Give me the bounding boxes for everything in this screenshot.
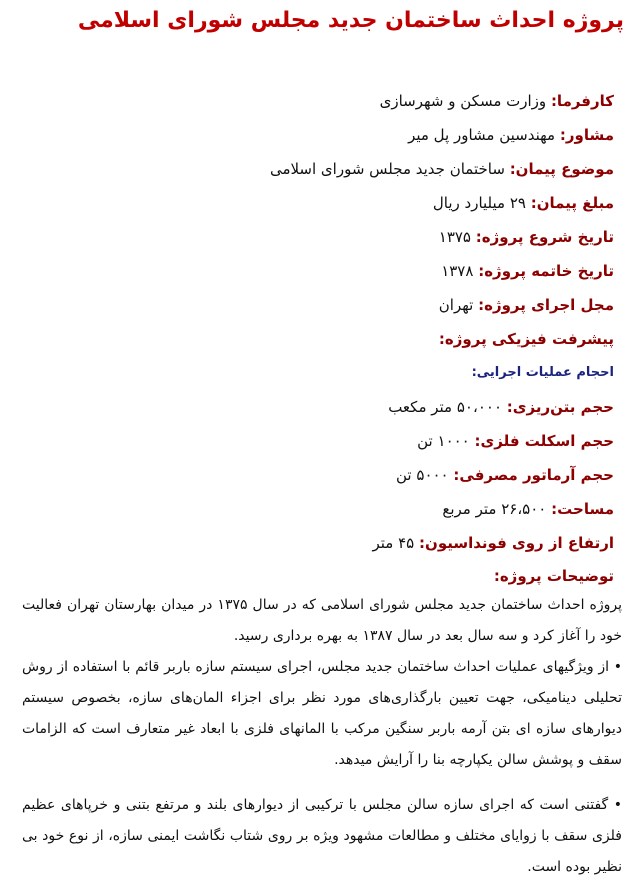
field-end-date bbox=[14, 254, 614, 288]
volume-height bbox=[14, 526, 614, 560]
field-label: مشاور: bbox=[559, 126, 614, 144]
field-value: وزارت مسکن و شهرسازی bbox=[379, 92, 547, 110]
field-label: مبلغ پیمان: bbox=[530, 194, 614, 212]
volume-area bbox=[14, 492, 614, 526]
volume-steel-frame bbox=[14, 424, 614, 458]
description-paragraph: • از ویژگیهای عملیات احداث ساختمان جدید مجلس، اجرای سیستم سازه باربر قائم با استفاده از روش تحلیلی دینامیکی، جهت تعیین بارگذاری‌های مورد نظر برای اجزاء المان‌های سازه، بخصوص سیستم دیوارهای سازه ای بتن آرمه باربر سنگین مرکب با المانهای فلزی با ابعاد غیر متعارف است که الزامات سقف و پوشش سالن یکپارچه بنا را آرایش میدهد. bbox=[22, 659, 622, 768]
volume-rebar bbox=[14, 458, 614, 492]
volume-value: ۵۰،۰۰۰ متر مکعب bbox=[388, 398, 502, 416]
field-location bbox=[14, 288, 614, 322]
volume-label: حجم اسکلت فلزی: bbox=[474, 432, 614, 450]
volume-label: ارتفاع از روی فونداسیون: bbox=[419, 534, 614, 552]
field-value: ساختمان جدید مجلس شورای اسلامی bbox=[269, 160, 505, 178]
field-label: تاریخ شروع پروژه: bbox=[475, 228, 614, 246]
field-consultant bbox=[14, 118, 614, 152]
field-label: پیشرفت فیزیکی پروژه: bbox=[438, 330, 614, 348]
field-label: تاریخ خاتمه پروژه: bbox=[478, 262, 614, 280]
field-value: ۱۳۷۸ bbox=[441, 262, 474, 280]
description-paragraph: پروژه احداث ساختمان جدید مجلس شورای اسلامی که در سال ۱۳۷۵ در میدان بهارستان تهران فعالیت خود را آغاز کرد و سه سال بعد در سال ۱۳۸۷ به بهره برداری رسید. bbox=[22, 597, 622, 644]
document-title: پروژه احداث ساختمان جدید مجلس شورای اسلامی bbox=[77, 8, 624, 33]
project-fields bbox=[14, 84, 614, 592]
field-value: ۱۳۷۵ bbox=[438, 228, 471, 246]
field-label: موضوع پیمان: bbox=[509, 160, 614, 178]
field-employer bbox=[14, 84, 614, 118]
field-value: ۲۹ میلیارد ریال bbox=[432, 194, 526, 212]
field-contract-amount bbox=[14, 186, 614, 220]
field-physical-progress bbox=[14, 322, 614, 356]
volume-value: ۵۰۰۰ تن bbox=[396, 466, 449, 484]
volumes-heading: احجام عملیات اجرایی: bbox=[471, 365, 614, 380]
volume-concrete bbox=[14, 390, 614, 424]
volume-value: ۲۶،۵۰۰ متر مربع bbox=[442, 500, 547, 518]
field-value: مهندسین مشاور پل میر bbox=[408, 126, 556, 144]
volume-value: ۴۵ متر bbox=[372, 534, 415, 552]
field-label: کارفرما: bbox=[550, 92, 614, 110]
description-heading: توضیحات پروژه: bbox=[493, 567, 614, 585]
field-label: مجل اجرای پروژه: bbox=[478, 296, 614, 314]
description-paragraph: • گفتنی است که اجرای سازه سالن مجلس با ترکیبی از دیوارهای بلند و مرتفع بتنی و خرپاهای عظیم فلزی سقف با زوایای مختلف و مطالعات مشهود ویژه بر روی شتاب نگاشت ایمنی سازه، از نوع خود بی نظیر بوده است. bbox=[22, 797, 622, 875]
volume-label: حجم بتن‌ریزی: bbox=[506, 398, 614, 416]
field-value: تهران bbox=[438, 296, 474, 314]
volume-label: حجم آرماتور مصرفی: bbox=[453, 466, 614, 484]
volume-value: ۱۰۰۰ تن bbox=[417, 432, 470, 450]
field-contract-subject bbox=[14, 152, 614, 186]
field-start-date bbox=[14, 220, 614, 254]
volume-label: مساحت: bbox=[551, 500, 614, 518]
